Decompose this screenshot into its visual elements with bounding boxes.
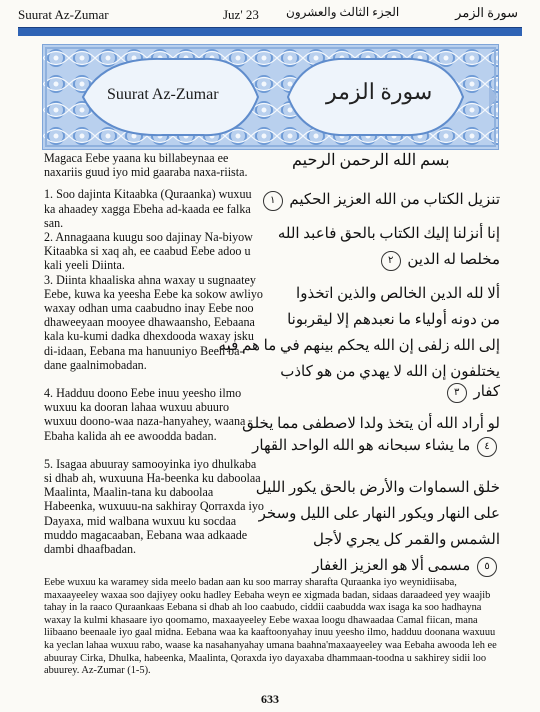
aya-marker-4: ٤ [477,437,497,457]
page-header [18,5,522,27]
translation-verse-5: 5. Isagaa abuuray samooyinka iyo dhulkaba si dhab ah, wuxuuna Ha-beenka ku daboolaa Maalinta, Maalin-tana ku daboolaa Habeenka, wuxuuu-na sakhiray Qorraxda iyo Dayaxa, mid walbana wuxuu ku socdaa muddo magacaaban, Eebana waa adkaade dambi dhaafbadan. [44,456,264,557]
header-surah-name: Suurat Az-Zumar [18,7,109,22]
banner-title-arabic: سورة الزمر [326,79,433,104]
aya-marker-5: ٥ [477,557,497,577]
translation-intro: Magaca Eebe yaana ku billabeynaa ee naxariis guud iyo mid gaaraba naxa-riista. [44,151,248,180]
arabic-line: يختلفون إن الله لا يهدي من هو كاذب [280,364,500,380]
arabic-line [252,436,500,457]
commentary-footnote [44,577,500,678]
arabic-line-text: تنزيل الكتاب من الله العزيز الحكيم [289,192,500,208]
header-rule-bar [18,28,522,36]
arabic-line [270,190,500,211]
arabic-line: إنا أنزلنا إليك الكتاب بالحق فاعبد الله [277,226,500,242]
arabic-line [270,382,500,403]
header-juz-label: Juz' 23 [223,7,259,22]
basmala: بسم الله الرحمن الرحيم [292,152,450,169]
arabic-line: خلق السماوات والأرض بالحق يكور الليل [255,480,500,496]
header-surah-arabic: سورة الزمر [455,5,518,20]
arabic-line-text: مسمى ألا هو العزيز الغفار [312,558,471,574]
arabic-line: لو أراد الله أن يتخذ ولدا لاصطفى مما يخلق [242,416,500,432]
translation-verse-1: 1. Soo dajinta Kitaabka (Quraanka) wuxuu ka ahaadey xagga Ebeha ad-kaada ee falka san. [44,187,252,230]
translation-verse-2: 2. Annagaana kuugu soo dajinay Na-biyow Kitaabka si xaq ah, ee caabud Eebe adoo u kali yeeli Diinta. [44,230,253,273]
translation-verse-4: 4. Hadduu doono Eebe inuu yeesho ilmo wuxuu ka dooran lahaa wuxuu abuuro wuxuu doono-waa naza-hanyahey, waana Ebaha kalida ah ee awoodda badan. [44,386,246,443]
arabic-line-text: مخلصا له الدين [407,252,500,268]
arabic-line [270,556,500,577]
translation-verse-3: 3. Diinta khaaliska ahna waxay u sugnaatey Eebe, kuwa ka yeesha Eebe ka sokow awliyo waxay odhan uma caabudno inay Eebe noo dhaweeyaan mooyee dhawaansho, Eebaana kala ku-kumi dadka dhexdooda waxay isku di-idaan, Eebana ma hanuuniyo Been ba-dane gaalnimobadan. [44,272,263,372]
header-juz-arabic: الجزء الثالث والعشرون [286,5,400,19]
arabic-line-text: كفار [473,384,500,400]
arabic-line: من دونه أولياء ما نعبدهم إلا ليقربونا [287,312,500,328]
arabic-line: على النهار ويكور النهار على الليل وسخر [258,506,500,522]
aya-marker-1: ١ [263,191,283,211]
page-number: 633 [261,692,279,706]
banner-title-latin: Suurat Az-Zumar [107,86,219,103]
aya-marker-3: ٣ [447,383,467,403]
arabic-line [270,250,500,271]
aya-marker-2: ٢ [381,251,401,271]
arabic-line: إلى الله زلفى إن الله يحكم بينهم في ما هم فيه [218,338,500,354]
arabic-line: الشمس والقمر كل يجري لأجل [313,532,500,548]
footnote-text: Eebe wuxuu ka waramey sida meelo badan aan ku soo marray sharafta Quraanka iyo weynidiisaba, maxaayeeley waxaa soo dajiyey ooku hadley Eebaha weyn ee xigmada badan, sidaas daraadeed yey waajib tahay in la raaco Quraankaas Eebana si dhab ah loo caabudo, ciddii caabudda wax isaga ka soo hadhayna waxay la kulmi khasaare iyo qoomamo, maxaayeeley Eebe waxaa loogu dhawaadaa Camal fiican, mana liibaano beenaale iyo gaal midna. Eebana waa ka kaaftoonyahay inuu yeesho ilmo, hadduu doonana waxuuu ka yeclan lahaa wuxuu rabo, waase ka nasahanyahay umana baahna'maxaayeeley waa Eebaha awooda leh ee abuuray Cirka, Dhulka, habeenka, Maalinta, Qoraxda iyo dayaxaba dhammaan-toodna u sakhirey sidii loo abuurey. Az-Zumar (1-5). [44,577,497,677]
arabic-line: ألا لله الدين الخالص والذين اتخذوا [296,286,500,302]
arabic-line-text: ما يشاء سبحانه هو الله الواحد القهار [252,438,471,454]
